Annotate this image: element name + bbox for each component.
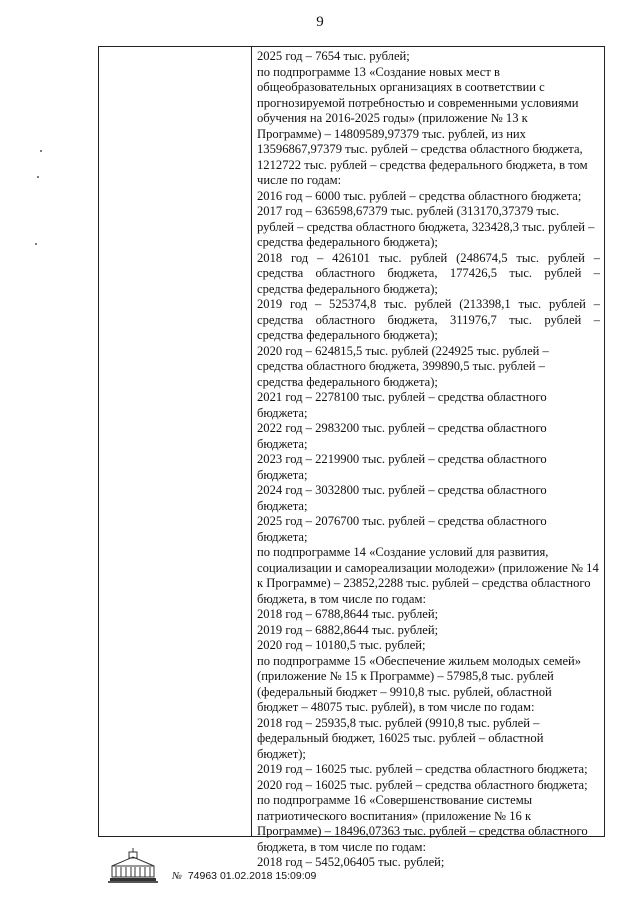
text-line: бюджета, в том числе по годам: [257, 591, 426, 606]
text-line: 2019 год – 525374,8 тыс. рублей (213398,1 тыс. рублей – [257, 297, 600, 311]
scan-speck [37, 176, 39, 178]
text-line: к Программе) – 23852,2288 тыс. рублей – средства областного [257, 576, 591, 590]
document-stamp-meta [172, 870, 316, 882]
text-line: по подпрограмме 15 «Обеспечение жильем молодых семей» [257, 653, 582, 668]
text-line: числе по годам: [257, 173, 342, 187]
text-line: социализации и самореализации молодежи» (приложение № 14 [257, 560, 599, 575]
text-line: обучения на 2016-2025 годы» (приложение № 13 к [257, 111, 528, 125]
text-line: Программе) – 18496,07363 тыс. рублей – средства областного [257, 824, 588, 838]
text-line: средства областного бюджета, 177426,5 тыс. рублей – [257, 266, 600, 280]
text-line: 2019 год – 16025 тыс. рублей – средства областного бюджета; [257, 762, 588, 776]
text-line: общеобразовательных организациях в соответствии с [257, 80, 545, 94]
text-line: (федеральный бюджет – 9910,8 тыс. рублей, областной [257, 684, 552, 699]
text-line: 2019 год – 6882,8644 тыс. рублей; [257, 622, 439, 637]
text-line: бюджета; [257, 467, 308, 482]
text-line: рублей – средства областного бюджета, 323428,3 тыс. рублей – [257, 219, 595, 234]
text-line: 2018 год – 6788,8644 тыс. рублей; [257, 607, 439, 621]
text-line: по подпрограмме 14 «Создание условий для развития, [257, 545, 549, 559]
text-line: бюджета; [257, 436, 308, 451]
text-line: (приложение № 15 к Программе) – 57985,8 тыс. рублей [257, 669, 554, 683]
text-line: 2020 год – 16025 тыс. рублей – средства областного бюджета; [257, 777, 588, 792]
text-line: 2024 год – 3032800 тыс. рублей – средства областного [257, 483, 547, 497]
text-line: 2022 год – 2983200 тыс. рублей – средства областного [257, 421, 547, 435]
text-line: бюджета, в том числе по годам: [257, 839, 426, 854]
scan-speck [35, 243, 37, 245]
text-line: бюджета; [257, 529, 308, 544]
text-line: средства областного бюджета, 399890,5 тыс. рублей – [257, 359, 545, 373]
text-line: 2025 год – 7654 тыс. рублей; [257, 49, 410, 63]
text-line: средства областного бюджета, 311976,7 тыс. рублей – [257, 312, 600, 327]
text-line: 2018 год – 5452,06405 тыс. рублей; [257, 855, 445, 869]
text-line: 2017 год – 636598,67379 тыс. рублей (313170,37379 тыс. [257, 204, 560, 218]
text-line: 13596867,97379 тыс. рублей – средства областного бюджета, [257, 142, 583, 156]
text-line: 1212722 тыс. рублей – средства федерального бюджета, в том [257, 157, 588, 172]
text-line: средства федерального бюджета); [257, 374, 438, 389]
text-line: 2016 год – 6000 тыс. рублей – средства областного бюджета; [257, 188, 582, 203]
footer [100, 848, 340, 888]
text-line: 2020 год – 624815,5 тыс. рублей (224925 тыс. рублей – [257, 343, 549, 358]
table-right-cell-text [257, 49, 600, 871]
text-line: 2021 год – 2278100 тыс. рублей – средства областного [257, 390, 547, 404]
text-line: по подпрограмме 13 «Создание новых мест в [257, 64, 500, 79]
text-line: средства федерального бюджета); [257, 281, 438, 296]
text-line: 2020 год – 10180,5 тыс. рублей; [257, 638, 426, 652]
text-line: 2025 год – 2076700 тыс. рублей – средства областного [257, 514, 547, 528]
scan-speck [40, 150, 42, 152]
text-line: средства федерального бюджета); [257, 328, 438, 342]
text-line: 2023 год – 2219900 тыс. рублей – средства областного [257, 452, 547, 466]
document-number: 74963 [187, 870, 218, 882]
text-line: федеральный бюджет, 16025 тыс. рублей – областной [257, 731, 544, 745]
text-line: патриотического воспитания» (приложение № 16 к [257, 808, 532, 823]
text-line: прогнозируемой потребностью и современными условиями [257, 95, 579, 110]
document-datetime: 01.02.2018 15:09:09 [219, 870, 317, 882]
text-line: по подпрограмме 16 «Совершенствование системы [257, 793, 533, 807]
text-line: бюджет); [257, 746, 306, 761]
text-line: бюджета; [257, 405, 308, 420]
government-building-logo [102, 848, 164, 884]
text-line: Программе) – 14809589,97379 тыс. рублей, из них [257, 126, 526, 141]
table-column-divider [251, 46, 252, 837]
text-line: средства федерального бюджета); [257, 235, 438, 249]
text-line: 2018 год – 426101 тыс. рублей (248674,5 тыс. рублей – [257, 250, 600, 265]
text-line: 2018 год – 25935,8 тыс. рублей (9910,8 тыс. рублей – [257, 715, 540, 730]
number-sign: № [172, 871, 182, 882]
text-line: бюджет – 48075 тыс. рублей), в том числе по годам: [257, 700, 535, 714]
text-line: бюджета; [257, 498, 308, 513]
page-number: 9 [316, 14, 324, 30]
